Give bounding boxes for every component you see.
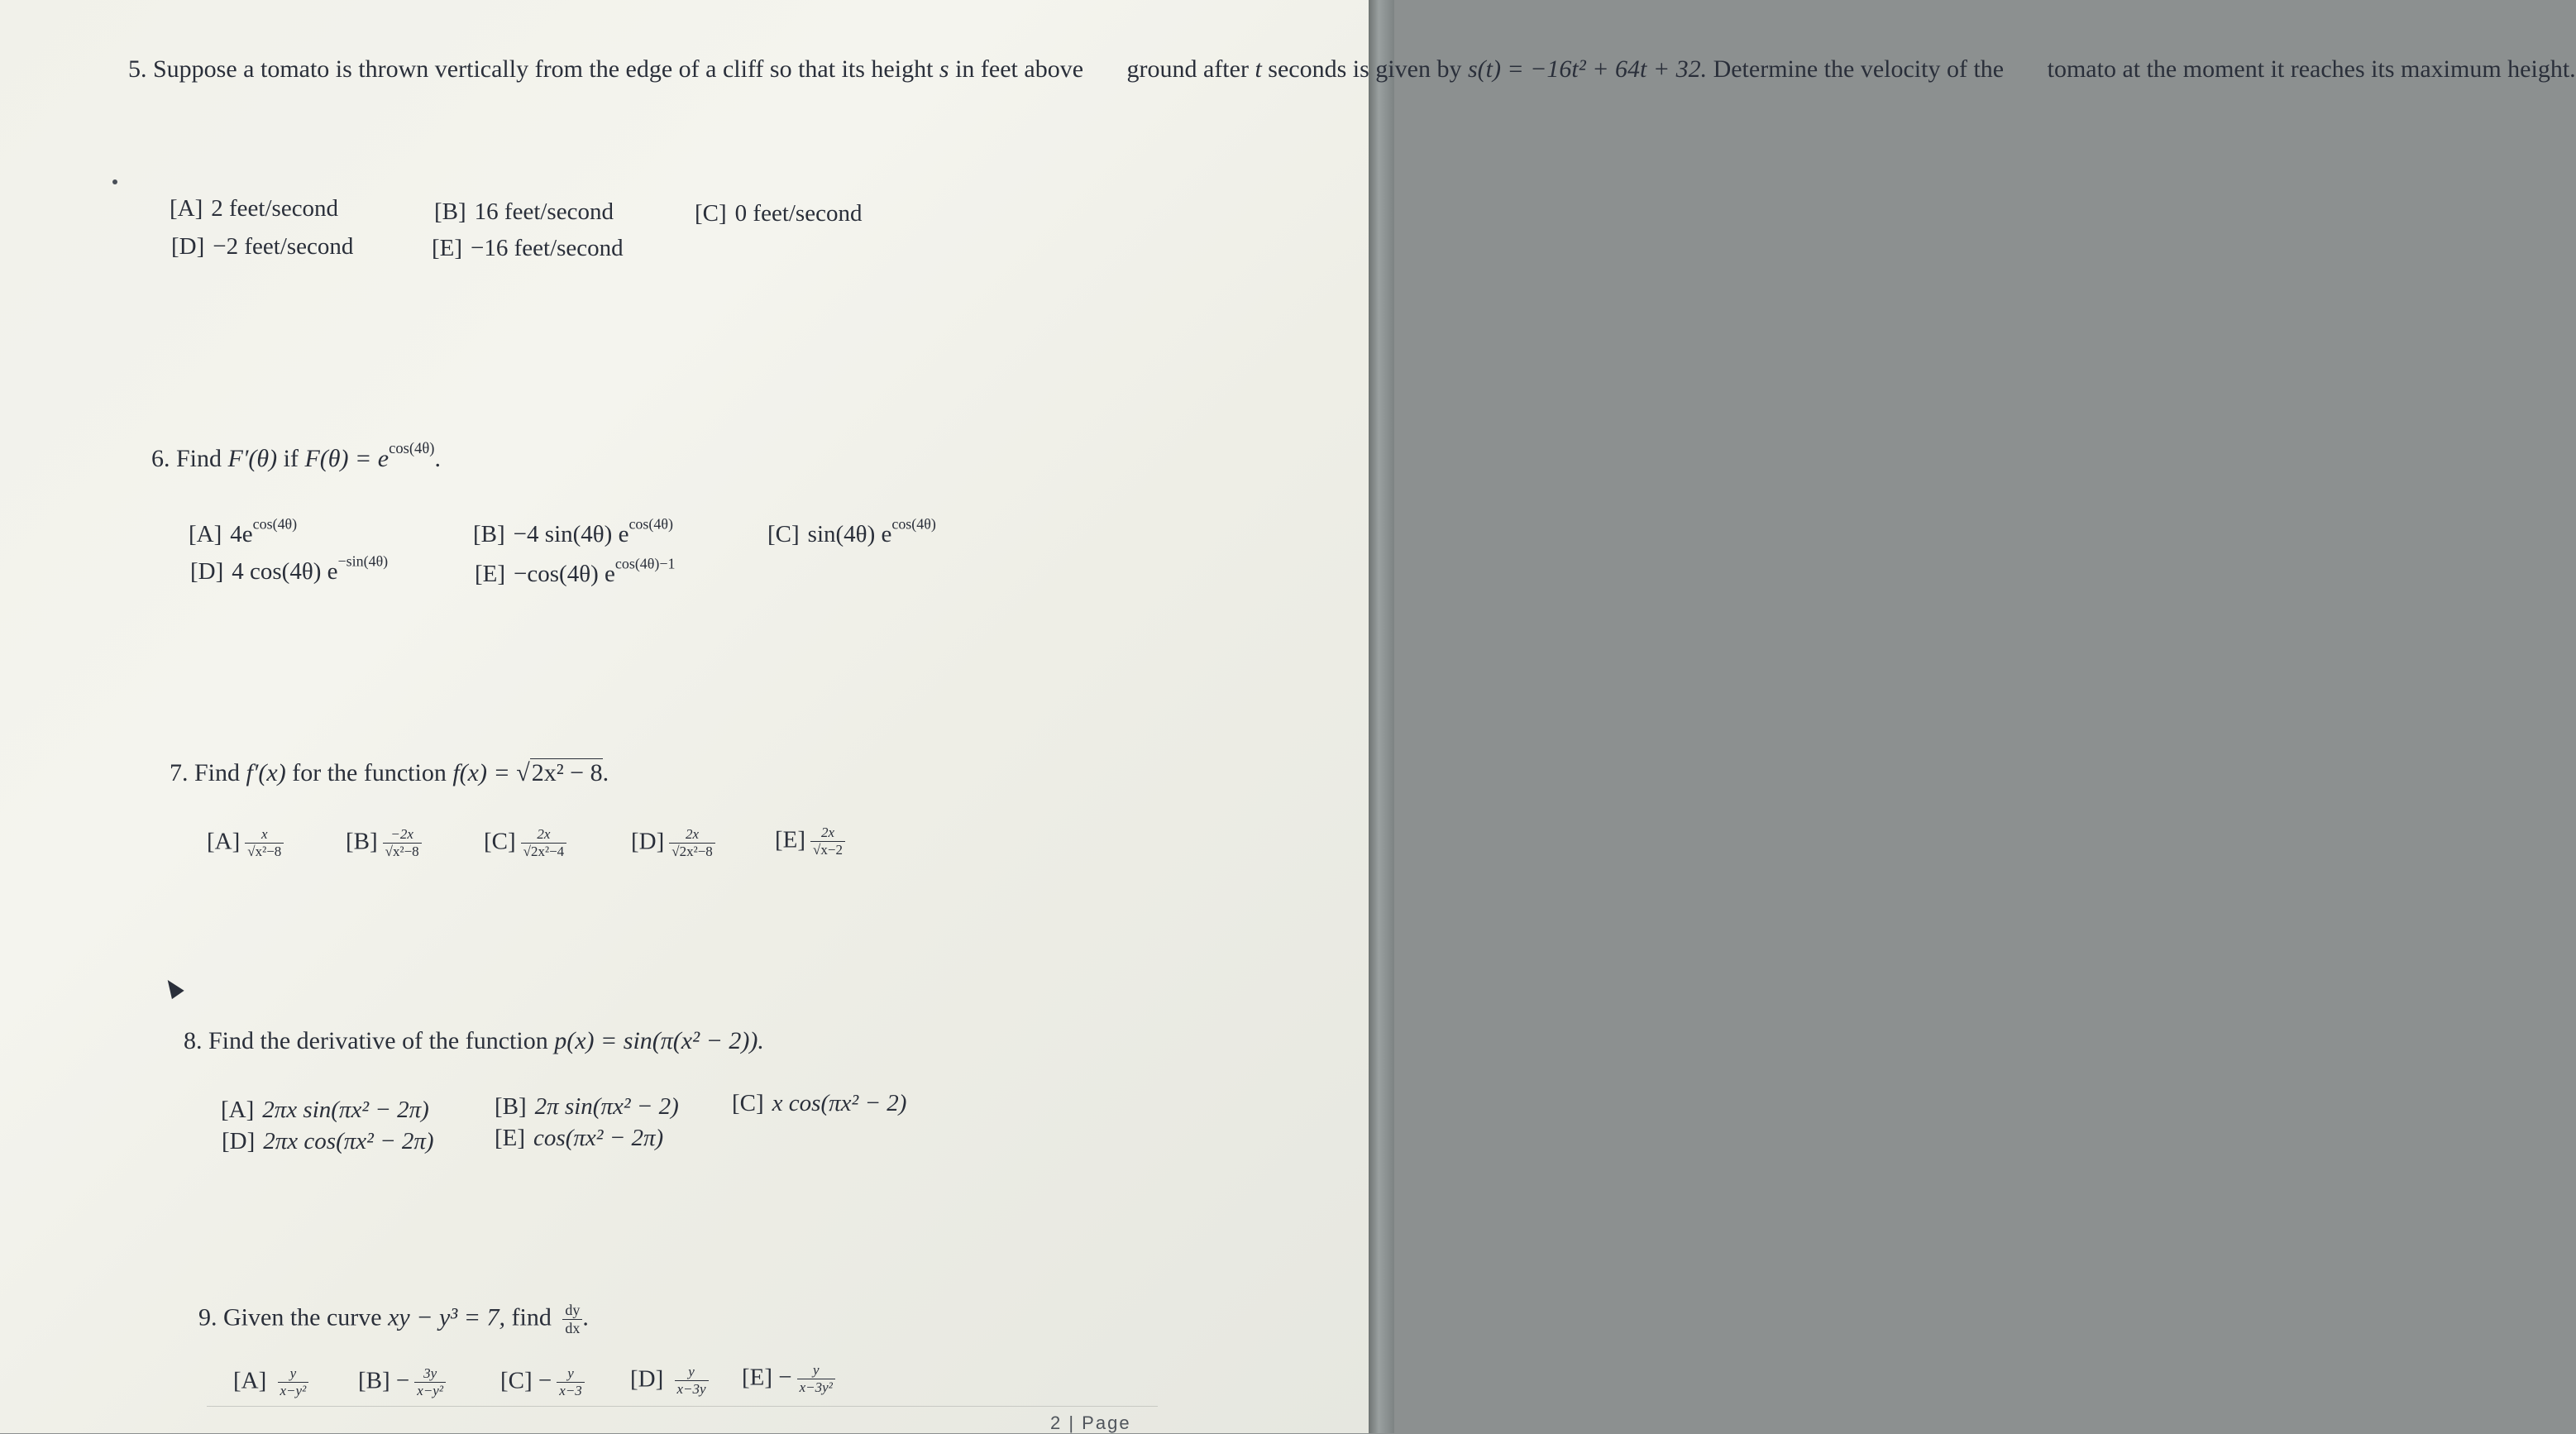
q7-choice-d[interactable]: [D] $\frac{2x}{\text{√2x²−8}}$ — [631, 827, 715, 859]
q8-choice-e[interactable]: [E] cos(πx² − 2π) — [495, 1125, 664, 1151]
q7-choice-b[interactable]: [B] $\frac{-2x}{\text{√x²−8}}$ — [346, 827, 422, 859]
footer-rule — [207, 1406, 1158, 1407]
q8-number: 8. — [184, 1027, 203, 1054]
q7-choice-e[interactable]: [E] $\frac{2x}{√x-2}$ — [775, 825, 845, 858]
q7-choice-c[interactable]: [C] $\frac{2x}{\text{√2x²−4}}$ — [484, 827, 566, 859]
q6-choice-e[interactable]: [E] −cos(4θ) $e^{cos(4\theta)-1}$ — [475, 555, 676, 587]
q9-stem: 9. Given the curve xy − y³ = 7, find $\frac{dy}{dx}$ . — [198, 1302, 589, 1336]
q7-stem: 7. Find f′(x) for the function f(x) = √2x² − 8. — [170, 759, 609, 786]
q8-choice-b[interactable]: [B] 2π sin(πx² − 2) — [495, 1093, 679, 1120]
q9-choice-a[interactable]: [A] $\frac{y}{\text{x−y²}}$ — [233, 1366, 308, 1398]
q5-stem: 5. Suppose a tomato is thrown vertically from the edge of a cliff so that its height s in feet above ground after t seconds is given by s(t) = −16t² + 64t + 32. Determine the velocity of the tomato at the moment it reaches its maximum height. — [128, 55, 2576, 83]
q5-choice-d[interactable]: [D] −2 feet/second — [171, 233, 354, 260]
q9-choice-b[interactable]: [B] − $\frac{3y}{\text{x−y²}}$ — [358, 1366, 446, 1398]
q6-choice-b[interactable]: [B] −4 sin(4θ) $e^{cos(4\theta)}$ — [473, 515, 673, 547]
page-number: 2 | Page — [1050, 1412, 1131, 1433]
q7-choice-a[interactable]: [A] $\frac{x}{\text{√x²−8}}$ — [207, 827, 284, 859]
q8-stem: 8. Find the derivative of the function p(x) = sin(π(x² − 2)). — [184, 1027, 764, 1054]
q9-choice-e[interactable]: [E] − $\frac{y}{\text{x−3y²}}$ — [742, 1363, 835, 1395]
q9-choice-d[interactable]: [D] $\frac{y}{x-3y}$ — [630, 1365, 709, 1397]
q7-number: 7. — [170, 759, 189, 786]
monitor-bezel — [1369, 0, 1394, 1433]
q6-stem: 6. Find F′(θ) if $F(\theta) = e^{cos(4\theta)}$. — [151, 440, 441, 472]
q8-choice-a[interactable]: [A] 2πx sin(πx² − 2π) — [221, 1097, 429, 1123]
q6-choice-a[interactable]: [A] $4e^{cos(4\theta)}$ — [189, 515, 298, 547]
q8-choice-d[interactable]: [D] 2πx cos(πx² − 2π) — [222, 1128, 434, 1154]
q9-choice-c[interactable]: [C] − $\frac{y}{x-3}$ — [500, 1366, 585, 1398]
q5-choice-e[interactable]: [E] −16 feet/second — [432, 235, 624, 261]
q6-number: 6. — [151, 445, 170, 472]
q5-choice-c[interactable]: [C] 0 feet/second — [695, 200, 863, 227]
q6-choice-c[interactable]: [C] sin(4θ) $e^{cos(4\theta)}$ — [767, 515, 936, 547]
q5-choice-b[interactable]: [B] 16 feet/second — [434, 198, 614, 225]
q9-number: 9. — [198, 1303, 217, 1331]
stray-dot — [112, 179, 117, 184]
q5-choice-a[interactable]: [A] 2 feet/second — [170, 195, 339, 222]
q5-equation: s(t) = −16t² + 64t + 32. — [1467, 55, 1708, 83]
q6-choice-d[interactable]: [D] 4 cos(4θ) $e^{-sin(4\theta)}$ — [190, 552, 389, 585]
q5-number: 5. — [128, 55, 147, 83]
q8-choice-c[interactable]: [C] x cos(πx² − 2) — [732, 1090, 907, 1116]
